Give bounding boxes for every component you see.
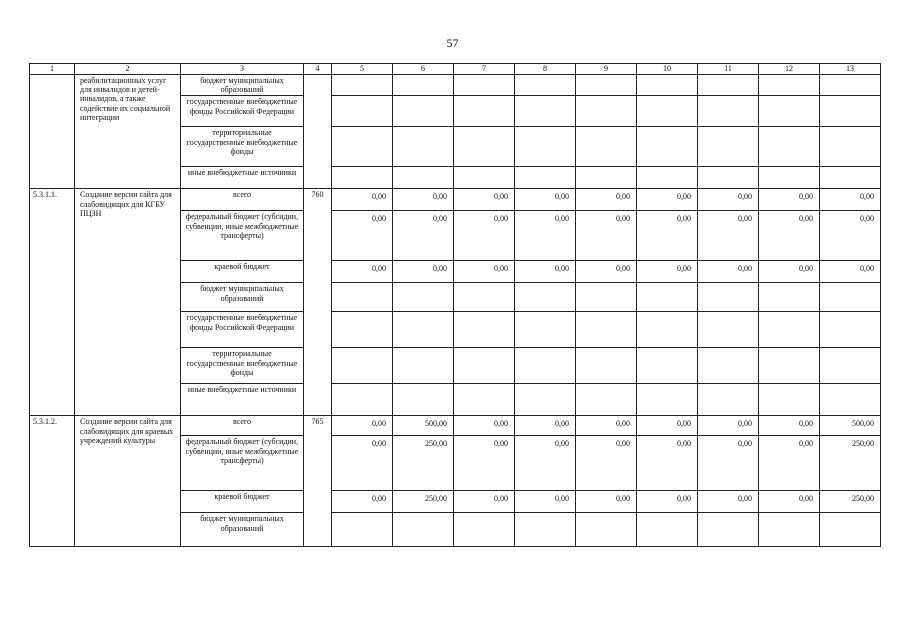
amount-cell: 250,00	[393, 491, 454, 513]
amount-cell	[576, 167, 637, 189]
amount-cell: 0,00	[576, 491, 637, 513]
funding-source: иные внебюджетные источники	[181, 384, 304, 416]
amount-cell	[576, 75, 637, 96]
amount-cell	[820, 167, 881, 189]
amount-cell: 0,00	[698, 211, 759, 261]
amount-cell	[759, 384, 820, 416]
amount-cell: 0,00	[576, 416, 637, 436]
amount-cell: 250,00	[820, 491, 881, 513]
amount-cell	[393, 167, 454, 189]
amount-cell: 0,00	[759, 416, 820, 436]
amount-cell: 0,00	[454, 261, 515, 283]
amount-cell: 0,00	[698, 436, 759, 491]
funding-source: бюджет муниципальных образований	[181, 75, 304, 96]
amount-cell	[454, 283, 515, 312]
amount-cell: 0,00	[637, 189, 698, 211]
amount-cell	[515, 75, 576, 96]
amount-cell	[454, 513, 515, 547]
amount-cell	[576, 283, 637, 312]
amount-cell	[576, 96, 637, 127]
table-row	[30, 189, 881, 211]
column-header: 11	[698, 64, 759, 75]
column-header: 2	[75, 64, 181, 75]
amount-cell	[515, 283, 576, 312]
amount-cell	[759, 513, 820, 547]
amount-cell: 0,00	[454, 211, 515, 261]
amount-cell: 0,00	[454, 491, 515, 513]
item-code: 760	[304, 189, 332, 416]
amount-cell	[576, 384, 637, 416]
amount-cell: 0,00	[576, 189, 637, 211]
amount-cell	[576, 513, 637, 547]
amount-cell: 0,00	[332, 416, 393, 436]
item-code: 765	[304, 416, 332, 547]
amount-cell	[637, 127, 698, 167]
amount-cell	[393, 384, 454, 416]
amount-cell	[515, 513, 576, 547]
amount-cell	[820, 127, 881, 167]
amount-cell: 0,00	[332, 436, 393, 491]
amount-cell	[454, 348, 515, 384]
table-row	[30, 416, 881, 436]
amount-cell	[637, 96, 698, 127]
amount-cell	[332, 75, 393, 96]
budget-table	[29, 63, 881, 547]
amount-cell: 0,00	[515, 416, 576, 436]
column-header: 1	[30, 64, 75, 75]
amount-cell	[515, 127, 576, 167]
amount-cell	[820, 348, 881, 384]
amount-cell: 0,00	[637, 211, 698, 261]
amount-cell	[698, 348, 759, 384]
amount-cell: 0,00	[515, 261, 576, 283]
funding-source: федеральный бюджет (субсидии, субвенции, иные межбюджетные трансферты)	[181, 436, 304, 491]
item-code	[304, 75, 332, 189]
amount-cell	[698, 167, 759, 189]
amount-cell	[820, 513, 881, 547]
amount-cell: 0,00	[454, 416, 515, 436]
amount-cell	[637, 283, 698, 312]
amount-cell	[698, 513, 759, 547]
amount-cell	[332, 127, 393, 167]
amount-cell	[454, 127, 515, 167]
amount-cell	[393, 127, 454, 167]
column-header: 8	[515, 64, 576, 75]
column-header: 3	[181, 64, 304, 75]
amount-cell: 0,00	[637, 436, 698, 491]
amount-cell: 0,00	[454, 436, 515, 491]
item-number: 5.3.1.2.	[30, 416, 75, 547]
amount-cell	[637, 384, 698, 416]
amount-cell	[515, 96, 576, 127]
amount-cell: 0,00	[698, 189, 759, 211]
column-header: 7	[454, 64, 515, 75]
amount-cell: 0,00	[637, 416, 698, 436]
amount-cell	[759, 312, 820, 348]
item-name: Создание версии сайта для слабовидящих для КГБУ ПЦЗН	[75, 189, 181, 416]
amount-cell	[393, 513, 454, 547]
page-number: 57	[446, 36, 459, 50]
amount-cell	[759, 283, 820, 312]
column-header: 13	[820, 64, 881, 75]
item-number	[30, 75, 75, 189]
amount-cell: 0,00	[820, 189, 881, 211]
amount-cell	[698, 127, 759, 167]
funding-source: территориальные государственные внебюджетные фонды	[181, 348, 304, 384]
amount-cell: 0,00	[637, 491, 698, 513]
table-row	[30, 75, 881, 96]
amount-cell: 0,00	[698, 416, 759, 436]
amount-cell	[759, 127, 820, 167]
funding-source: бюджет муниципальных образований	[181, 283, 304, 312]
amount-cell: 0,00	[576, 261, 637, 283]
amount-cell	[698, 96, 759, 127]
amount-cell	[454, 312, 515, 348]
amount-cell: 0,00	[820, 211, 881, 261]
amount-cell	[637, 513, 698, 547]
amount-cell: 0,00	[759, 189, 820, 211]
amount-cell	[637, 348, 698, 384]
amount-cell	[637, 312, 698, 348]
amount-cell	[332, 283, 393, 312]
amount-cell: 0,00	[393, 189, 454, 211]
column-header: 10	[637, 64, 698, 75]
funding-source: бюджет муниципальных образований	[181, 513, 304, 547]
funding-source: всего	[181, 416, 304, 436]
amount-cell	[820, 96, 881, 127]
amount-cell: 0,00	[515, 491, 576, 513]
funding-source: всего	[181, 189, 304, 211]
funding-source: территориальные государственные внебюджетные фонды	[181, 127, 304, 167]
amount-cell: 0,00	[759, 436, 820, 491]
amount-cell	[332, 513, 393, 547]
amount-cell	[332, 348, 393, 384]
amount-cell: 250,00	[393, 436, 454, 491]
amount-cell: 0,00	[515, 189, 576, 211]
funding-source: иные внебюджетные источники	[181, 167, 304, 189]
amount-cell	[332, 384, 393, 416]
funding-source: краевой бюджет	[181, 261, 304, 283]
item-number: 5.3.1.1.	[30, 189, 75, 416]
column-header: 5	[332, 64, 393, 75]
amount-cell	[332, 312, 393, 348]
amount-cell	[393, 312, 454, 348]
funding-source: федеральный бюджет (субсидии, субвенции, иные межбюджетные трансферты)	[181, 211, 304, 261]
amount-cell	[454, 96, 515, 127]
amount-cell: 0,00	[393, 211, 454, 261]
amount-cell: 0,00	[515, 211, 576, 261]
amount-cell	[637, 167, 698, 189]
amount-cell	[393, 283, 454, 312]
amount-cell	[393, 96, 454, 127]
amount-cell: 0,00	[820, 261, 881, 283]
amount-cell: 0,00	[332, 189, 393, 211]
amount-cell	[698, 283, 759, 312]
amount-cell	[759, 167, 820, 189]
amount-cell	[515, 167, 576, 189]
amount-cell: 500,00	[820, 416, 881, 436]
amount-cell	[637, 75, 698, 96]
column-header: 9	[576, 64, 637, 75]
amount-cell	[820, 283, 881, 312]
amount-cell	[759, 96, 820, 127]
amount-cell	[515, 312, 576, 348]
amount-cell	[759, 348, 820, 384]
funding-source: государственные внебюджетные фонды Российской Федерации	[181, 96, 304, 127]
header-row	[30, 64, 881, 75]
funding-source: государственные внебюджетные фонды Российской Федерации	[181, 312, 304, 348]
amount-cell	[393, 348, 454, 384]
amount-cell	[820, 75, 881, 96]
amount-cell	[820, 312, 881, 348]
funding-source: краевой бюджет	[181, 491, 304, 513]
amount-cell	[454, 384, 515, 416]
column-header: 4	[304, 64, 332, 75]
amount-cell	[454, 75, 515, 96]
amount-cell: 0,00	[515, 436, 576, 491]
amount-cell: 0,00	[698, 491, 759, 513]
amount-cell: 0,00	[637, 261, 698, 283]
amount-cell	[698, 312, 759, 348]
amount-cell	[698, 75, 759, 96]
amount-cell: 0,00	[759, 261, 820, 283]
amount-cell	[454, 167, 515, 189]
amount-cell: 0,00	[454, 189, 515, 211]
item-name: реабилитационных услуг для инвалидов и детей-инвалидов, а также содействие их социальной интеграции	[75, 75, 181, 189]
column-header: 6	[393, 64, 454, 75]
amount-cell: 0,00	[332, 491, 393, 513]
amount-cell: 0,00	[393, 261, 454, 283]
amount-cell: 250,00	[820, 436, 881, 491]
amount-cell: 0,00	[759, 491, 820, 513]
item-name: Создание версии сайта для слабовидящих для краевых учреждений культуры	[75, 416, 181, 547]
amount-cell	[393, 75, 454, 96]
amount-cell: 0,00	[576, 436, 637, 491]
amount-cell	[332, 96, 393, 127]
amount-cell: 0,00	[576, 211, 637, 261]
amount-cell	[515, 348, 576, 384]
amount-cell: 0,00	[332, 261, 393, 283]
amount-cell: 0,00	[759, 211, 820, 261]
amount-cell	[698, 384, 759, 416]
amount-cell	[820, 384, 881, 416]
amount-cell	[515, 384, 576, 416]
column-header: 12	[759, 64, 820, 75]
amount-cell	[332, 167, 393, 189]
amount-cell	[576, 312, 637, 348]
amount-cell: 0,00	[332, 211, 393, 261]
amount-cell: 500,00	[393, 416, 454, 436]
amount-cell	[576, 127, 637, 167]
amount-cell	[576, 348, 637, 384]
amount-cell: 0,00	[698, 261, 759, 283]
amount-cell	[759, 75, 820, 96]
